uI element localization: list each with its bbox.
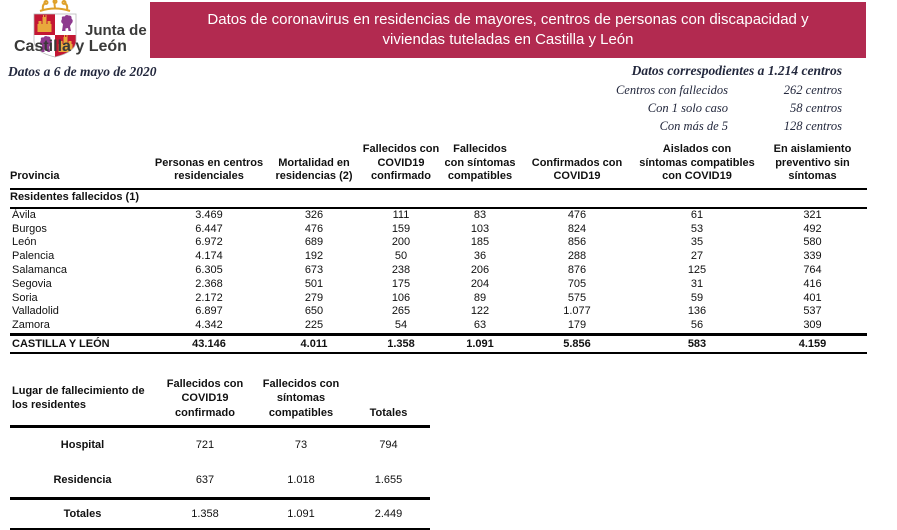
cell-value: 2.172 (195, 291, 223, 304)
cell-value: 103 (470, 222, 490, 235)
row-label: Palencia (12, 250, 55, 263)
cell-value: 4.159 (758, 334, 867, 353)
cell-value: 106 (391, 291, 411, 304)
cell-value: 575 (567, 291, 587, 304)
cell-value: 476 (567, 208, 587, 221)
cell-value: 6.305 (195, 263, 223, 276)
row-label: CASTILLA Y LEÓN (10, 334, 150, 353)
province-row (10, 208, 867, 223)
row-label: Segovia (12, 277, 52, 290)
cell-value: 673 (304, 263, 324, 276)
cell-value: 6.447 (195, 222, 223, 235)
cell-value: 111 (392, 208, 410, 221)
centers-summary-row (588, 99, 842, 117)
cell-value: 1.077 (563, 305, 591, 318)
row-label: Valladolid (12, 305, 59, 318)
cell-value: 476 (304, 222, 324, 235)
column-header-fallecidos-covid: Fallecidos con COVID19 confirmado (155, 377, 255, 426)
summary-value: 128 centros (783, 119, 842, 134)
cell-value: 200 (391, 236, 411, 249)
column-header-fallecidos-sintomas: Fallecidos con síntomas compatibles (442, 139, 518, 189)
cell-value: 136 (687, 305, 707, 318)
cell-value: 50 (394, 250, 408, 263)
summary-label: Con más de 5 (659, 119, 728, 134)
province-row (10, 223, 867, 237)
cell-value: 53 (690, 222, 704, 235)
column-header-provincia: Provincia (10, 139, 150, 189)
place-of-death-table (10, 377, 430, 530)
cell-value: 4.342 (195, 319, 223, 332)
cell-value: 764 (803, 263, 822, 276)
cell-value: 265 (391, 305, 411, 318)
column-header-fallecidos-covid: Fallecidos con COVID19 confirmado (360, 139, 442, 189)
cell-value: 122 (470, 305, 490, 318)
centers-summary-title: Datos correspodientes a 1.214 centros (631, 63, 842, 78)
row-label: Soria (12, 291, 38, 304)
cell-value: 721 (195, 439, 215, 452)
province-row (10, 278, 867, 292)
cell-value: 125 (687, 263, 707, 276)
summary-value: 262 centros (783, 83, 842, 97)
row-label: Ávila (12, 208, 36, 221)
row-label: León (12, 236, 37, 249)
cell-value: 401 (803, 291, 822, 304)
main-table-header-row (10, 139, 867, 189)
cell-value: 192 (304, 250, 324, 263)
main-table-subheader-row (10, 189, 867, 208)
row-label: Salamanca (12, 263, 68, 276)
centers-summary (588, 63, 842, 135)
cell-value: 501 (304, 277, 324, 290)
cell-value: 1.091 (255, 498, 347, 529)
cell-value: 185 (470, 236, 490, 249)
centers-summary-row (588, 81, 842, 99)
province-row (10, 236, 867, 250)
province-row (10, 292, 867, 306)
cell-value: 43.146 (150, 334, 268, 353)
cell-value: 2.449 (347, 498, 430, 529)
cell-value: 204 (470, 277, 490, 290)
cell-value: 36 (473, 250, 487, 263)
cell-value: 179 (567, 319, 587, 332)
cell-value: 31 (690, 277, 704, 290)
cell-value: 4.011 (268, 334, 360, 353)
cell-value: 309 (803, 319, 822, 332)
cell-value: 537 (803, 305, 822, 318)
cell-value: 206 (470, 263, 490, 276)
cell-value: 492 (803, 222, 822, 235)
cell-value: 876 (567, 263, 587, 276)
column-header-aislamiento-preventivo: En aislamiento preventivo sin síntomas (758, 139, 867, 189)
cell-value: 288 (567, 250, 587, 263)
cell-value: 3.469 (195, 208, 223, 221)
cell-value: 225 (304, 319, 324, 332)
row-label: Hospital (60, 439, 105, 452)
column-header-totales: Totales (347, 377, 430, 426)
column-header-lugar: Lugar de fallecimiento de los residentes (10, 377, 155, 426)
cell-value: 705 (567, 277, 587, 290)
cell-value: 1.091 (442, 334, 518, 353)
cell-value: 83 (473, 208, 487, 221)
row-label: Burgos (12, 222, 47, 235)
cell-value: 416 (803, 277, 822, 290)
column-header-confirmados: Confirmados con COVID19 (518, 139, 636, 189)
cell-value: 1.358 (155, 498, 255, 529)
cell-value: 27 (690, 250, 704, 263)
cell-value: 279 (304, 291, 324, 304)
provinces-covid-table (10, 139, 867, 354)
summary-label: Centros con fallecidos (615, 83, 728, 97)
cell-value: 5.856 (518, 334, 636, 353)
cell-value: 650 (304, 305, 324, 318)
summary-label: Con 1 solo caso (647, 101, 728, 116)
junta-castilla-leon-logo (0, 0, 170, 60)
cell-value: 35 (690, 236, 704, 249)
crown-icon (40, 0, 70, 11)
cell-value: 56 (690, 319, 704, 332)
province-row (10, 264, 867, 278)
cell-value: 159 (391, 222, 411, 235)
date-note: Datos a 6 de mayo de 2020 (8, 64, 157, 79)
cell-value: 583 (636, 334, 758, 353)
row-label: Totales (10, 498, 155, 529)
cell-value: 689 (304, 236, 324, 249)
centers-summary-row (588, 117, 842, 135)
cell-value: 54 (394, 319, 408, 332)
column-header-fallecidos-sintomas: Fallecidos con síntomas compatibles (255, 377, 347, 426)
cell-value: 856 (567, 236, 587, 249)
cell-value: 321 (803, 208, 822, 221)
cell-value: 1.358 (360, 334, 442, 353)
cell-value: 63 (473, 319, 487, 332)
place-row (10, 462, 430, 498)
logo-text-line2: Castilla y León (14, 38, 127, 55)
cell-value: 175 (391, 277, 411, 290)
cell-value: 1.018 (255, 462, 347, 498)
cell-value: 4.174 (195, 250, 223, 263)
cell-value: 794 (379, 439, 398, 452)
summary-value: 58 centros (790, 101, 842, 116)
cell-value: 61 (690, 208, 704, 221)
report-title-banner (150, 2, 866, 58)
cell-value: 326 (304, 208, 324, 221)
totals-row (10, 498, 430, 529)
cell-value: 637 (155, 462, 255, 498)
cell-value: 6.972 (195, 236, 223, 249)
report-title: Datos de coronavirus en residencias de mayores, centros de personas con discapacidad y viviendas tuteladas en Castilla y León (207, 10, 809, 48)
cell-value: 1.655 (347, 462, 430, 498)
cell-value: 339 (803, 250, 822, 263)
place-row (10, 426, 430, 462)
cell-value: 2.368 (195, 277, 223, 290)
cell-value: 89 (473, 291, 487, 304)
row-label: Zamora (12, 319, 50, 332)
subheader-residentes-fallecidos: Residentes fallecidos (1) (10, 189, 867, 208)
deaths-table-header-row (10, 377, 430, 426)
cell-value: 59 (690, 291, 704, 304)
logo-text-line1: Junta de (85, 22, 147, 39)
row-label: Residencia (10, 462, 155, 498)
province-row (10, 319, 867, 334)
cell-value: 6.897 (195, 305, 223, 318)
cell-value: 580 (803, 236, 822, 249)
column-header-aislados: Aislados con síntomas compatibles con COVID19 (636, 139, 758, 189)
column-header-personas: Personas en centros residenciales (150, 139, 268, 189)
cell-value: 73 (294, 439, 308, 452)
cell-value: 824 (567, 222, 587, 235)
province-row (10, 305, 867, 319)
province-row (10, 250, 867, 264)
column-header-mortalidad: Mortalidad en residencias (2) (268, 139, 360, 189)
cell-value: 238 (391, 263, 411, 276)
region-total-row (10, 334, 867, 353)
